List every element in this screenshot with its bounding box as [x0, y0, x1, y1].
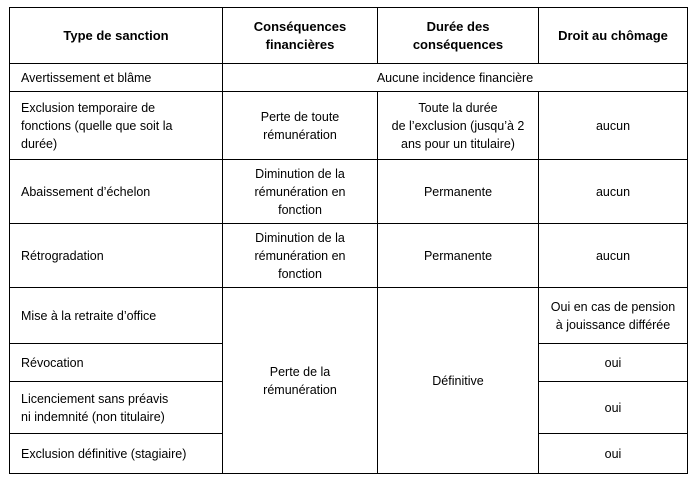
- cell-chomage: oui: [539, 344, 688, 382]
- cell-consequences: Perte de toute rémunération: [223, 92, 378, 160]
- cell-duree: Toute la durée de l’exclusion (jusqu’à 2 ans pour un titulaire): [378, 92, 539, 160]
- cell-chomage: aucun: [539, 224, 688, 288]
- cell-chomage: aucun: [539, 160, 688, 224]
- cell-chomage: oui: [539, 382, 688, 434]
- cell-type: Exclusion temporaire de fonctions (quelle que soit la durée): [10, 92, 223, 160]
- cell-duree: Permanente: [378, 160, 539, 224]
- cell-chomage: oui: [539, 434, 688, 474]
- sanctions-table: [9, 7, 688, 474]
- cell-consequences: Diminution de la rémunération en fonction: [223, 160, 378, 224]
- cell-type: Rétrogradation: [10, 224, 223, 288]
- cell-group-consequences: Perte de la rémunération: [223, 288, 378, 474]
- cell-chomage: Oui en cas de pension à jouissance différée: [539, 288, 688, 344]
- header-type: Type de sanction: [10, 8, 223, 64]
- header-row: [10, 8, 688, 64]
- cell-type: Exclusion définitive (stagiaire): [10, 434, 223, 474]
- cell-type: Licenciement sans préavis ni indemnité (non titulaire): [10, 382, 223, 434]
- cell-chomage: aucun: [539, 92, 688, 160]
- header-chomage: Droit au chômage: [539, 8, 688, 64]
- cell-group-duree: Définitive: [378, 288, 539, 474]
- cell-consequences: Diminution de la rémunération en fonction: [223, 224, 378, 288]
- table-row: [10, 64, 688, 92]
- table-row: [10, 92, 688, 160]
- cell-type: Révocation: [10, 344, 223, 382]
- table-row: [10, 160, 688, 224]
- cell-type: Avertissement et blâme: [10, 64, 223, 92]
- cell-merged-no-impact: Aucune incidence financière: [223, 64, 688, 92]
- cell-type: Abaissement d’échelon: [10, 160, 223, 224]
- cell-duree: Permanente: [378, 224, 539, 288]
- table-row: [10, 288, 688, 344]
- cell-type: Mise à la retraite d’office: [10, 288, 223, 344]
- header-duree: Durée des conséquences: [378, 8, 539, 64]
- table-row: [10, 224, 688, 288]
- header-consequences: Conséquences financières: [223, 8, 378, 64]
